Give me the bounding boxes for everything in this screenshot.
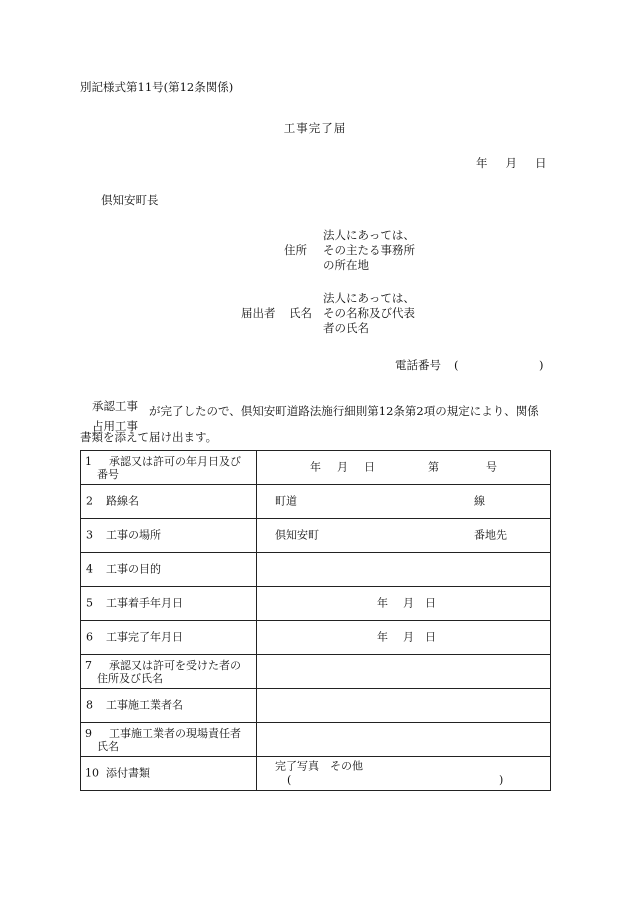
year-label: 年	[377, 596, 388, 610]
address-note-line: その主たる事務所	[323, 243, 415, 257]
row-label-text: 住所及び氏名	[97, 671, 163, 685]
approval-date-number-field[interactable]	[257, 451, 551, 485]
phone-label: 電話番号	[395, 358, 441, 372]
row-number: 10	[85, 766, 99, 780]
address-note-line: の所在地	[323, 258, 369, 272]
attachments-paren-close: )	[499, 773, 504, 787]
row-number: 4	[86, 562, 93, 576]
name-note-line: 法人にあっては、	[323, 291, 415, 305]
contractor-name-field[interactable]	[257, 689, 551, 723]
form-number: 別記様式第11号(第12条関係)	[80, 80, 234, 94]
submission-date	[476, 156, 547, 172]
row-label	[81, 587, 257, 621]
address-label: 住所	[284, 243, 307, 257]
day-label: 日	[364, 460, 375, 474]
table-row	[81, 723, 551, 757]
row-label-text: 工事完了年月日	[106, 630, 183, 644]
site-manager-field[interactable]	[257, 723, 551, 757]
row-number: 9	[85, 726, 92, 740]
location-prefix: 倶知安町	[275, 528, 319, 542]
table-row	[81, 553, 551, 587]
table-row	[81, 519, 551, 553]
month-label: 月	[403, 596, 414, 610]
phone-paren-open: (	[454, 358, 459, 372]
table-row	[81, 655, 551, 689]
year-label: 年	[310, 460, 321, 474]
table-row	[81, 451, 551, 485]
type-approved-works: 承認工事	[92, 399, 138, 413]
attachments-field[interactable]	[257, 757, 551, 791]
location-suffix: 番地先	[474, 528, 507, 542]
row-number: 3	[86, 528, 93, 542]
dai-label: 第	[428, 460, 439, 474]
row-label	[81, 553, 257, 587]
construction-purpose-field[interactable]	[257, 553, 551, 587]
attachments-paren-open: (	[287, 773, 292, 787]
name-note-line: その名称及び代表	[323, 306, 415, 320]
row-label-text: 承認又は許可の年月日及び	[109, 454, 241, 468]
table-row	[81, 757, 551, 791]
table-row	[81, 587, 551, 621]
phone-paren-close: )	[539, 358, 544, 372]
row-label	[81, 485, 257, 519]
row-label-text: 工事着手年月日	[106, 596, 183, 610]
row-label-text: 工事の場所	[106, 528, 161, 542]
row-number: 5	[86, 596, 93, 610]
row-label-text: 氏名	[97, 739, 119, 753]
row-label	[81, 621, 257, 655]
day-label: 日	[425, 630, 436, 644]
attachments-options: 完了写真 その他	[275, 759, 363, 773]
row-label-text: 工事施工業者の現場責任者	[109, 726, 241, 740]
name-label: 氏名	[289, 306, 312, 320]
year-label: 年	[377, 630, 388, 644]
month-label: 月	[403, 630, 414, 644]
row-number: 6	[86, 630, 93, 644]
table-row	[81, 485, 551, 519]
address-note-line: 法人にあっては、	[323, 228, 415, 242]
start-date-field[interactable]	[257, 587, 551, 621]
month-label: 月	[337, 460, 348, 474]
row-label	[81, 519, 257, 553]
row-label-text: 路線名	[106, 494, 139, 508]
construction-location-field[interactable]	[257, 519, 551, 553]
row-label-text: 添付書類	[106, 766, 150, 780]
row-label-text: 番号	[97, 467, 119, 481]
intro-text-line1: が完了したので、倶知安町道路法施行細則第12条第2項の規定により、関係	[149, 404, 539, 418]
type-occupancy-works: 占用工事	[92, 419, 138, 433]
date-day-label: 日	[535, 156, 547, 170]
row-label-text: 工事の目的	[106, 562, 161, 576]
row-label	[81, 757, 257, 791]
date-month-label: 月	[505, 156, 517, 170]
row-number: 2	[86, 494, 93, 508]
intro-text-line2: 書類を添えて届け出ます。	[80, 430, 218, 444]
permit-holder-field[interactable]	[257, 655, 551, 689]
name-note	[323, 291, 415, 336]
day-label: 日	[425, 596, 436, 610]
submitter-label: 届出者	[241, 306, 276, 320]
route-prefix: 町道	[275, 494, 297, 508]
row-label	[81, 689, 257, 723]
completion-form-table	[80, 450, 551, 791]
row-label	[81, 451, 257, 485]
address-note	[323, 228, 415, 273]
date-year-label: 年	[476, 156, 488, 170]
document-title: 工事完了届	[283, 121, 347, 135]
row-number: 1	[85, 454, 92, 468]
table-row	[81, 621, 551, 655]
route-name-field[interactable]	[257, 485, 551, 519]
addressee: 倶知安町長	[101, 193, 159, 207]
table-row	[81, 689, 551, 723]
row-label-text: 工事施工業者名	[106, 698, 183, 712]
route-suffix: 線	[474, 494, 485, 508]
row-label	[81, 655, 257, 689]
go-label: 号	[486, 460, 497, 474]
row-label	[81, 723, 257, 757]
row-number: 7	[85, 658, 92, 672]
row-number: 8	[86, 698, 93, 712]
row-label-text: 承認又は許可を受けた者の	[109, 658, 241, 672]
name-note-line: 者の氏名	[323, 321, 369, 335]
completion-date-field[interactable]	[257, 621, 551, 655]
